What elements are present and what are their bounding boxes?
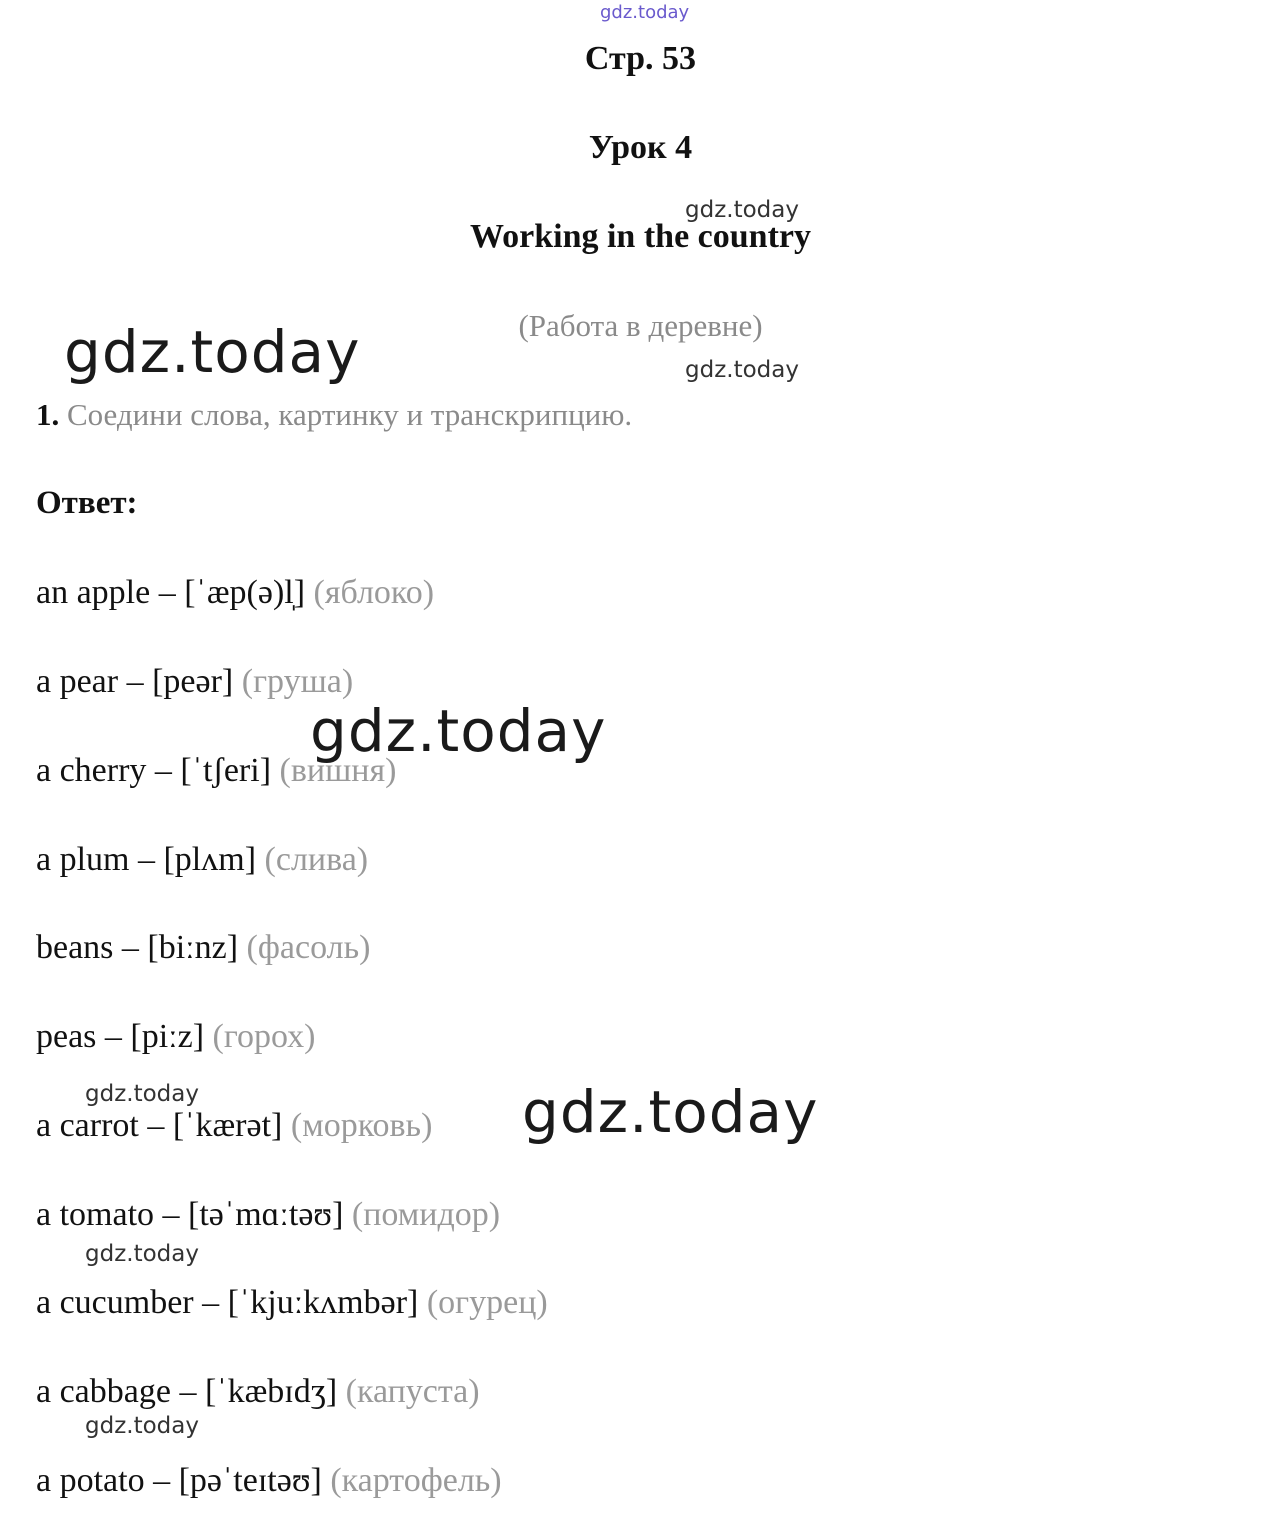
list-item [36,1462,502,1500]
entry-translation: (груша) [241,663,354,700]
entry-word: a plum – [plʌm] [36,841,257,878]
task-number: 1. [36,397,60,432]
entry-translation: (фасоль) [246,929,371,966]
entry-translation: (горох) [212,1018,316,1055]
watermark-top: gdz.today [600,2,690,23]
watermark-small: gdz.today [685,357,799,383]
entry-translation: (помидор) [351,1196,501,1233]
task-instruction [36,397,632,433]
entry-word: a potato – [pəˈteɪtəʊ] [36,1462,322,1499]
watermark-large: gdz.today [310,697,607,765]
entry-word: a carrot – [ˈkærət] [36,1107,283,1144]
page-subtitle: (Работа в деревне) [518,308,763,343]
entry-word: a pear – [peər] [36,663,234,700]
entry-word: a cucumber – [ˈkjuːkʌmbər] [36,1284,419,1321]
entry-word: a tomato – [təˈmɑːtəʊ] [36,1196,352,1233]
list-item [36,752,396,790]
list-item [36,1107,432,1145]
answer-label: Ответ: [36,485,138,521]
entry-translation: (капуста) [345,1373,480,1410]
entry-translation: (яблоко) [313,574,435,611]
entry-translation: (вишня) [279,752,397,789]
list-item [36,1018,315,1056]
entry-word: an apple – [ˈæp(ə)l̩] [36,574,306,611]
list-item [36,1284,548,1322]
entry-translation: (картофель) [330,1462,502,1499]
list-item [36,841,368,879]
watermark-large: gdz.today [522,1078,819,1146]
entry-word: a cherry – [ˈtʃeri] [36,752,272,789]
watermark-small: gdz.today [85,1413,199,1439]
list-item [36,1196,500,1234]
entry-word: peas – [piːz] [36,1018,205,1055]
page-title: Working in the country [470,218,811,255]
lesson-title: Урок 4 [588,129,693,166]
watermark-small: gdz.today [85,1081,199,1107]
entry-word: a cabbage – [ˈkæbɪdʒ] [36,1373,338,1410]
page-number: Стр. 53 [584,40,697,77]
watermark-small: gdz.today [85,1241,199,1267]
list-item [36,663,353,701]
watermark-large: gdz.today [64,318,361,386]
watermark-small: gdz.today [685,197,799,223]
task-text: Соедини слова, картинку и транскрипцию. [67,397,633,432]
entry-translation: (огурец) [426,1284,548,1321]
entry-word: beans – [biːnz] [36,929,239,966]
entry-translation: (слива) [264,841,369,878]
list-item [36,574,434,612]
list-item [36,1373,480,1411]
entry-translation: (морковь) [290,1107,433,1144]
list-item [36,929,370,967]
